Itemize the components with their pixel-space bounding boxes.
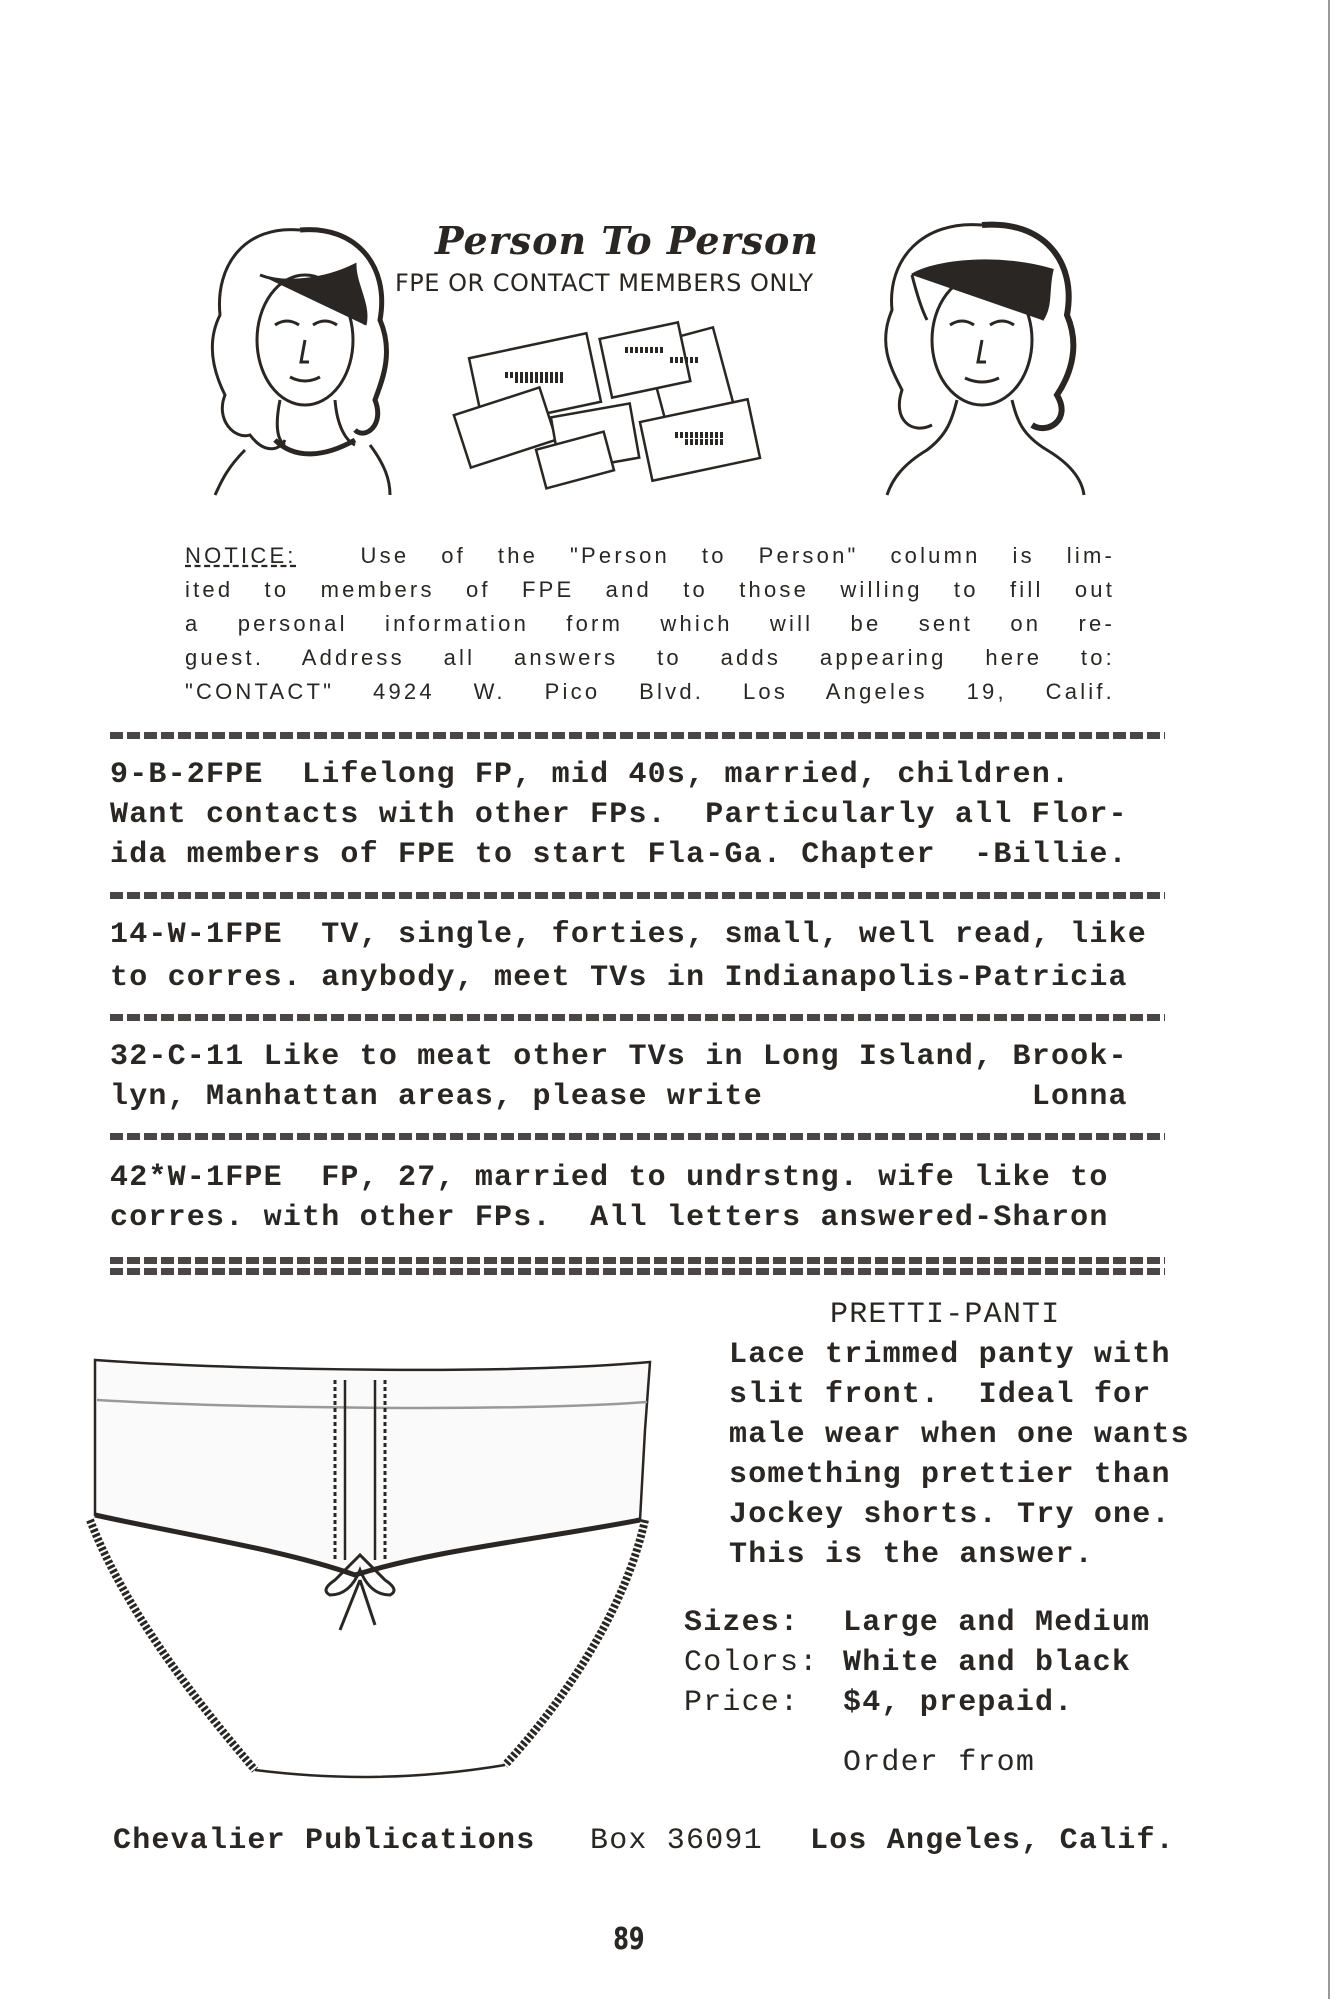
sizes-value: Large and Medium [843,1606,1151,1640]
footer-publisher: Chevalier Publications [113,1824,536,1858]
envelopes-illustration [455,320,775,485]
ad-42-W-1FPE-line-2: corres. with other FPs. All letters answered-Sharon [110,1201,1109,1235]
notice-line-5: "CONTACT" 4924 W. Pico Blvd. Los Angeles 19, Calif. [185,679,1115,704]
divider [110,732,1165,739]
divider [110,1014,1165,1021]
page-number: 89 [613,1922,645,1957]
footer-city: Los Angeles, Calif. [810,1824,1175,1858]
ad-9-B-2FPE-line-3: ida members of FPE to start Fla-Ga. Chapter -Billie. [110,838,1128,872]
order-from-label: Order from [843,1746,1036,1780]
ad-42-W-1FPE-line-1: 42*W-1FPE FP, 27, married to undrstng. wife like to [110,1161,1109,1195]
product-name: PRETTI-PANTI [830,1298,1061,1332]
divider [110,1257,1165,1264]
notice-line-4: guest. Address all answers to adds appearing here to: [185,645,1115,670]
divider [110,892,1165,899]
page-edge [1328,0,1330,1999]
product-description-line: something prettier than [729,1458,1171,1492]
panty-illustration [85,1350,655,1785]
divider [110,1268,1165,1275]
price-value: $4, prepaid. [843,1686,1074,1720]
notice-label: NOTICE: [185,543,297,568]
sizes-label: Sizes: [684,1606,800,1640]
ad-9-B-2FPE-line-1: 9-B-2FPE Lifelong FP, mid 40s, married, children. [110,758,1071,792]
notice-line-2: ited to members of FPE and to those willing to fill out [185,577,1115,602]
notice-line-1: NOTICE: Use of the "Person to Person" column is lim- [185,543,1115,568]
ad-14-W-1FPE-line-1: 14-W-1FPE TV, single, forties, small, well read, like [110,918,1147,952]
footer-box: Box 36091 [590,1824,763,1858]
column-title: Person To Person [435,218,819,263]
ad-32-C-11-line-1: 32-C-11 Like to meat other TVs in Long Island, Brook- [110,1040,1128,1074]
woman-face-left-illustration [205,225,395,495]
notice-line-3: a personal information form which will be sent on re- [185,611,1115,636]
woman-face-right-illustration [872,220,1092,495]
product-description-line: male wear when one wants [729,1418,1190,1452]
product-description-line: This is the answer. [729,1538,1094,1572]
price-label: Price: [684,1686,800,1720]
column-subtitle: FPE OR CONTACT MEMBERS ONLY [395,269,814,297]
divider [110,1133,1165,1140]
colors-label: Colors: [684,1646,819,1680]
ad-9-B-2FPE-line-2: Want contacts with other FPs. Particularly all Flor- [110,798,1128,832]
ad-32-C-11-line-2: lyn, Manhattan areas, please write Lonna [110,1080,1128,1114]
product-description-line: Lace trimmed panty with [729,1338,1171,1372]
colors-value: White and black [843,1646,1132,1680]
ad-14-W-1FPE-line-2: to corres. anybody, meet TVs in Indianapolis-Patricia [110,961,1128,995]
product-description-line: Jockey shorts. Try one. [729,1498,1171,1532]
product-description-line: slit front. Ideal for [729,1378,1152,1412]
